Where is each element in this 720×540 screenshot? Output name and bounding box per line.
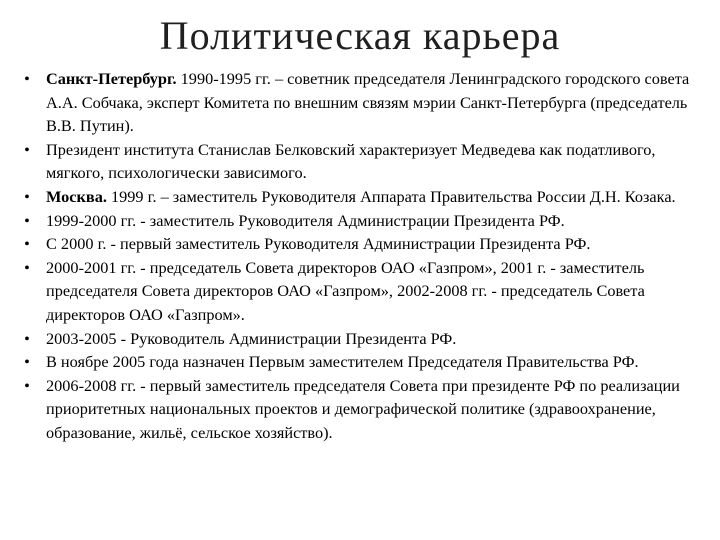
bullet-icon: • — [24, 210, 30, 230]
list-item — [18, 350, 708, 374]
item-text: В ноябре 2005 года назначен Первым заместителем Председателя Правительства РФ. — [46, 352, 639, 372]
bullet-icon: • — [24, 139, 30, 159]
bullet-icon: • — [24, 352, 30, 372]
item-text: 1990-1995 гг. – советник председателя Ленинградского городского совета А.А. Собчака, эксперт Комитета по внешним связям мэрии Санкт-Петербурга (председатель В.В. Путин). — [46, 69, 690, 136]
list-item — [18, 67, 708, 138]
bullet-icon: • — [24, 186, 30, 206]
item-bold-lead: Санкт-Петербург. — [46, 69, 177, 88]
list-item — [18, 209, 708, 233]
item-text: 1999 г. – заместитель Руководителя Аппарата Правительства России Д.Н. Козака. — [106, 186, 676, 206]
bullet-icon: • — [24, 328, 30, 348]
list-item — [18, 185, 708, 209]
bullet-list — [18, 67, 708, 445]
item-text: Президент института Станислав Белковский характеризует Медведева как податливого, мягкого, психологически зависимого. — [46, 139, 656, 183]
list-item — [18, 232, 708, 256]
list-item — [18, 374, 708, 445]
item-text: 2003-2005 - Руководитель Администрации Президента РФ. — [46, 328, 457, 348]
item-text: 2006-2008 гг. - первый заместитель председателя Совета при президенте РФ по реализации приоритетных национальных проектов и демографической политике (здравоохранение, образование, жильё, сельское хозяйство). — [46, 375, 680, 442]
list-item — [18, 138, 708, 185]
list-item — [18, 327, 708, 351]
item-bold-lead: Москва. — [46, 186, 107, 206]
bullet-icon: • — [24, 69, 30, 88]
bullet-icon: • — [24, 257, 30, 277]
item-text: 2000-2001 гг. - председатель Совета директоров ОАО «Газпром», 2001 г. - заместитель председателя Совета директоров ОАО «Газпром», 2002-2008 гг. - председатель Совета директоров ОАО «Газпром». — [46, 257, 645, 324]
item-text: 1999-2000 гг. - заместитель Руководителя Администрации Президента РФ. — [46, 210, 565, 230]
slide-title: Политическая карьера — [159, 13, 561, 58]
bullet-icon: • — [24, 234, 30, 254]
list-item — [18, 256, 708, 327]
bullet-icon: • — [24, 375, 30, 395]
item-text: С 2000 г. - первый заместитель Руководителя Администрации Президента РФ. — [46, 234, 591, 254]
